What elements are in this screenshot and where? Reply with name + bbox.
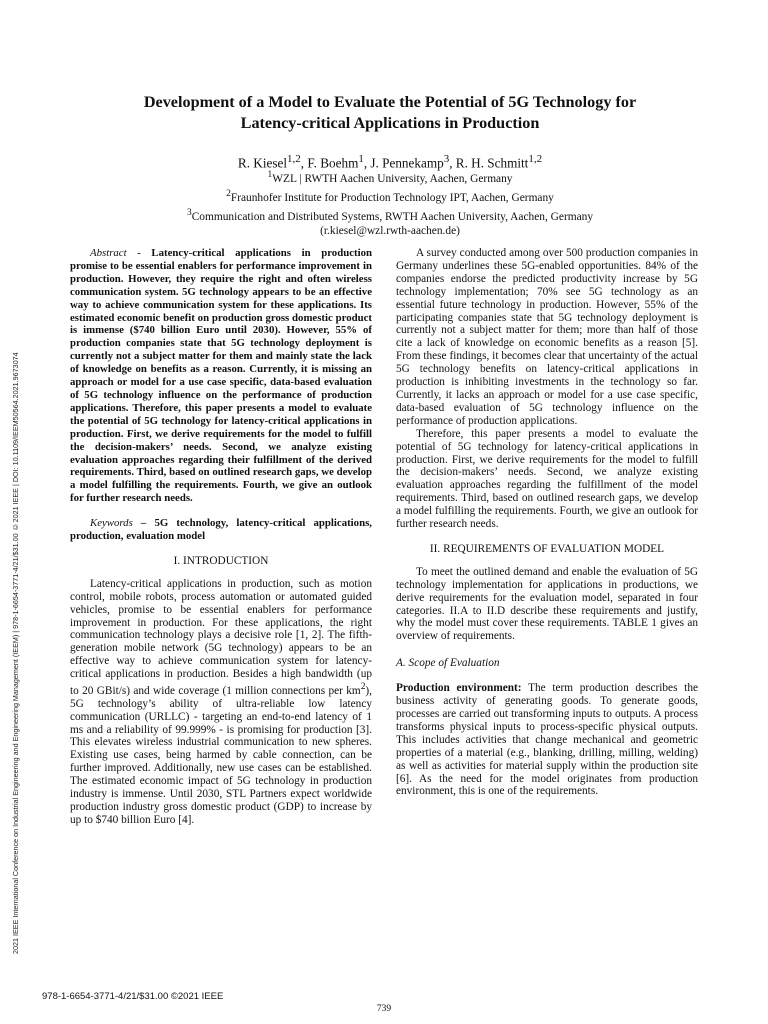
affiliation-text: WZL | RWTH Aachen University, Aachen, Germany xyxy=(272,172,513,185)
affil-sup: 1 xyxy=(267,170,273,180)
affiliation-text: Fraunhofer Institute for Production Technology IPT, Aachen, Germany xyxy=(230,191,554,204)
title-line-2: Latency-critical Applications in Production xyxy=(240,114,540,132)
author-pennekamp: , J. Pennekamp xyxy=(363,155,444,171)
section-heading-requirements: II. REQUIREMENTS OF EVALUATION MODEL xyxy=(429,542,665,555)
conference-doi-sidebar: 2021 IEEE International Conference on Industrial Engineering and Engineering Management (IEEM) | 978-1-6654-3771-4/21/$31.00 ©2021 IEEE | DOI: 10.1109/IEEM50564.2021.9673074 xyxy=(11,352,20,954)
paper-title xyxy=(110,92,670,134)
production-environment-label: Production environment: xyxy=(396,682,522,695)
intro-text-part: ), 5G technology’s ability of ultra-reliable low latency communication (URLLC) - targeting an end-to-end latency of 1 ms and a reliability of 99.999% - is promising for production [3]. This elevates wireless industrial communication to new spheres. Existing use cases, being harmed by cable connection, can be further improved. Additionally, new use cases can be established. The estimated economic impact of 5G technology in production industry is immense. Until 2030, STL Partners expect worldwide production industry gross domestic product (GDP) to increase by up to $740 billion Euro [4]. xyxy=(70,684,372,826)
affiliations xyxy=(110,168,670,239)
production-environment-paragraph xyxy=(396,682,698,798)
intro-text-part: Latency-critical applications in production, such as motion control, mobile robots, process automation or automated guided vehicles, promise to be essential enablers for performance improvement in production. For these applications, the right communication technology plays a decisive role [1, 2]. The fifth-generation mobile network (5G technology) appears to be an effective way to achieve communication system for latency-critical applications in production. Besides a high bandwidth (up to 20 GBit/s) and wide coverage (1 million connections per km xyxy=(70,577,372,697)
contact-email: (r.kiesel@wzl.rwth-aachen.de) xyxy=(320,225,460,238)
section-heading-introduction: I. INTRODUCTION xyxy=(173,554,269,567)
author-boehm: , F. Boehm xyxy=(300,155,359,171)
right-column xyxy=(396,247,698,798)
abstract xyxy=(70,247,372,505)
affiliation-text: Communication and Distributed Systems, RWTH Aachen University, Aachen, Germany xyxy=(191,210,594,223)
affiliation-1 xyxy=(110,168,670,187)
abstract-text: - Latency-critical applications in production promise to be essential enablers for performance improvement in production. However, they require the right and often wireless communication system. 5G technology appears to be an effective way to achieve communication system for these applications. Its estimated economic benefit on production gross domestic product is immense ($740 billion Euro until 2030). However, 55% of production companies state that 5G technology deployment is currently not a subject matter for them and mainly state the lack of knowledge on benefits as a reason. Currently, it is missing an approach or model for a use case specific, data-based evaluation of 5G technology influence on the performance of production applications. Therefore, this paper presents a model to evaluate the potential of 5G technology for latency-critical applications in production. First, we derive requirements for the model to fulfill the decision-makers’ needs. Second, we analyze existing evaluation approaches regarding their fulfillment of the derived requirements. Third, based on outlined research gaps, we develop a model fulfilling the requirements. Fourth, we give an outlook for further research needs. xyxy=(70,247,372,505)
page-number: 739 xyxy=(376,1004,392,1014)
abstract-label: Abstract xyxy=(90,247,127,259)
title-line-1: Development of a Model to Evaluate the Potential of 5G Technology for xyxy=(143,93,637,111)
left-column xyxy=(70,247,372,827)
affil-sup: 1 xyxy=(358,153,364,165)
author-kiesel: R. Kiesel xyxy=(237,155,288,171)
footer-copyright: 978-1-6654-3771-4/21/$31.00 ©2021 IEEE xyxy=(42,991,224,1002)
requirements-intro-paragraph: To meet the outlined demand and enable the evaluation of 5G technology implementation for applications in productions, we derive requirements for the evaluation model, separated in four categories. II.A to II.D describe these requirements and justify, why the model must cover these requirements. TABLE 1 gives an overview of requirements. xyxy=(396,565,698,643)
superscript: 2 xyxy=(360,682,366,693)
subsection-heading-scope: A. Scope of Evaluation xyxy=(396,657,500,670)
affiliation-3 xyxy=(110,206,670,225)
author-schmitt: , R. H. Schmitt xyxy=(449,155,529,171)
affil-sup: 1,2 xyxy=(287,153,301,165)
affil-sup: 1,2 xyxy=(528,153,543,165)
keywords xyxy=(70,517,372,543)
contribution-paragraph: Therefore, this paper presents a model to evaluate the potential of 5G technology for latency-critical applications in production. First, we derive requirements for the model to fulfill the decision-makers’ needs. Second, we analyze existing evaluation approaches regarding the fulfillment of the model requirements. Third, based on outlined research gaps, we develop a model fulfilling the requirements. Fourth, we give an outlook for further research needs. xyxy=(396,427,698,531)
affil-sup: 3 xyxy=(186,207,192,218)
keywords-text: – 5G technology, latency-critical applications, production, evaluation model xyxy=(70,517,372,543)
survey-paragraph: A survey conducted among over 500 production companies in Germany underlines these 5G-enabled opportunities. 84% of the companies endorse the predicted productivity increase by 5G technology implementation; 70% see 5G technology as an essential future technology in production. However, 55% of the participating companies state that 5G technology deployment is currently not a subject matter for them; more than half of those cite a lack of knowledge on economic benefits as a reason [5]. From these findings, it becomes clear that uncertainty of the actual 5G technology benefits on latency-critical applications in production is inhibiting investments in the technology so far. Currently, it lacks an approach or model for a use case specific, data-based evaluation of 5G technology influence on the performance of production applications. xyxy=(396,247,698,427)
affil-sup: 3 xyxy=(443,153,450,165)
affil-sup: 2 xyxy=(226,188,231,199)
production-environment-text: The term production describes the business activity of generating goods. To generate goods, processes are carried out transforming inputs to outputs. A process transforms physical inputs to process-specific physical outputs. This includes activities that change mechanical and geometric properties of a material (e.g., blanking, drilling, milling, welding) as well as activities for material supply within the production site [6]. As the need for the model originates from production environment, this is one of the requirements. xyxy=(396,682,698,798)
keywords-label: Keywords xyxy=(90,517,133,530)
introduction-paragraph xyxy=(70,578,372,827)
affiliation-2 xyxy=(110,187,670,206)
